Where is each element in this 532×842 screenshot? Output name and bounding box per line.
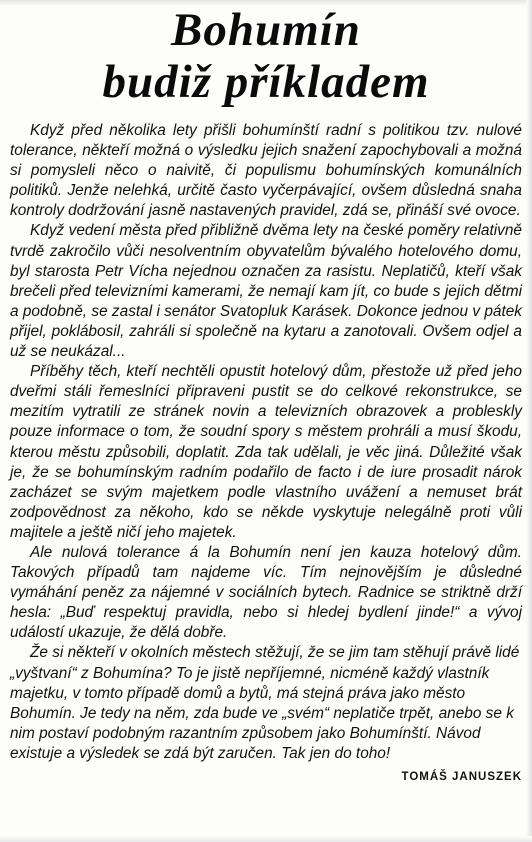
article-paragraph-3: Příběhy těch, kteří nechtěli opustit hotelový dům, přestože už před jeho dveřmi stáli řemeslníci připraveni pustit se do celkové rekonstrukce, se mezitím vytratili ze stránek novin a televizních obrazovek a probleskly pouze informace o tom, že soudní spory s městem prohráli a musí škodu, kterou městu způsobili, doplatit. Zda tak udělali, je věc jiná. Důležité však je, že se bohumínským radním podařilo de facto i de iure prosadit nárok zacházet se svým majetkem podle vlastního uvážení a nemuset brát zodpovědnost za někoho, kdo se někde vyskytuje nelegálně proti vůli majitele a ještě ničí jeho majetek.: [10, 363, 522, 541]
article-paragraph-1: Když před několika lety přišli bohumínští radní s politikou tzv. nulové tolerance, někteří možná o výsledku jejich snažení zapochybovali a možná si pomysleli něco o naivitě, či populismu bohumínských komunálních politiků. Jenže nelehká, určitě často vyčerpávající, ovšem důsledná snaha kontroly dodržování jasně nastavených pravidel, zdá se, přináší své ovoce.: [10, 122, 522, 220]
article-body: [10, 121, 522, 787]
article-paragraph-5: [10, 643, 522, 783]
author-byline: TOMÁŠ JANUSZEK: [401, 771, 522, 783]
article-paragraph-5-text: Že si někteří v okolních městech stěžují, že se jim tam stěhují právě lidé „vyštvaní“ z Bohumína? To je jistě nepříjemné, nicméně každý vlastník majetku, v tomto případě domů a bytů, má stejná práva jako město Bohumín. Je tedy na něm, zda bude ve „svém“ neplatiče trpět, anebo se k nim postaví podobným razantním způsobem jako Bohumínští. Návod existuje a výsledek se zdá být zaručen. Tak jen do toho!: [10, 644, 520, 762]
headline-line-2: budiž příkladem: [102, 56, 430, 108]
paper-edge-bottom: [0, 836, 532, 842]
paper-edge-right: [526, 0, 532, 842]
article-paragraph-2: Když vedení města před přibližně dvěma lety na české poměry relativně tvrdě zakročilo vůči nesolventním obyvatelům bývalého hotelového domu, byl starosta Petr Vícha nejednou označen za rasistu. Neplatičů, kteří však brečeli před televizními kamerami, že nemají kam jít, co bude s jejich dětmi a podobně, se zastal i senátor Svatopluk Karásek. Dokonce jednou v pátek přijel, poklábosil, zahráli si společně na kytaru a zanotovali. Ovšem odjel a už se neukázal...: [10, 222, 522, 361]
article-headline: [0, 4, 532, 108]
headline-line-1: Bohumín: [171, 4, 361, 56]
article-paragraph-4: Ale nulová tolerance á la Bohumín není jen kauza hotelový dům. Takových případů tam najdeme víc. Tím nejnovějším je důsledné vymáhání peněz za nájemné v sociálních bytech. Radnice se striktně drží hesla: „Buď respektuj pravidla, nebo si hledej bydlení jinde!“ a vývoj událostí ukazuje, že dělá dobře.: [10, 543, 522, 642]
